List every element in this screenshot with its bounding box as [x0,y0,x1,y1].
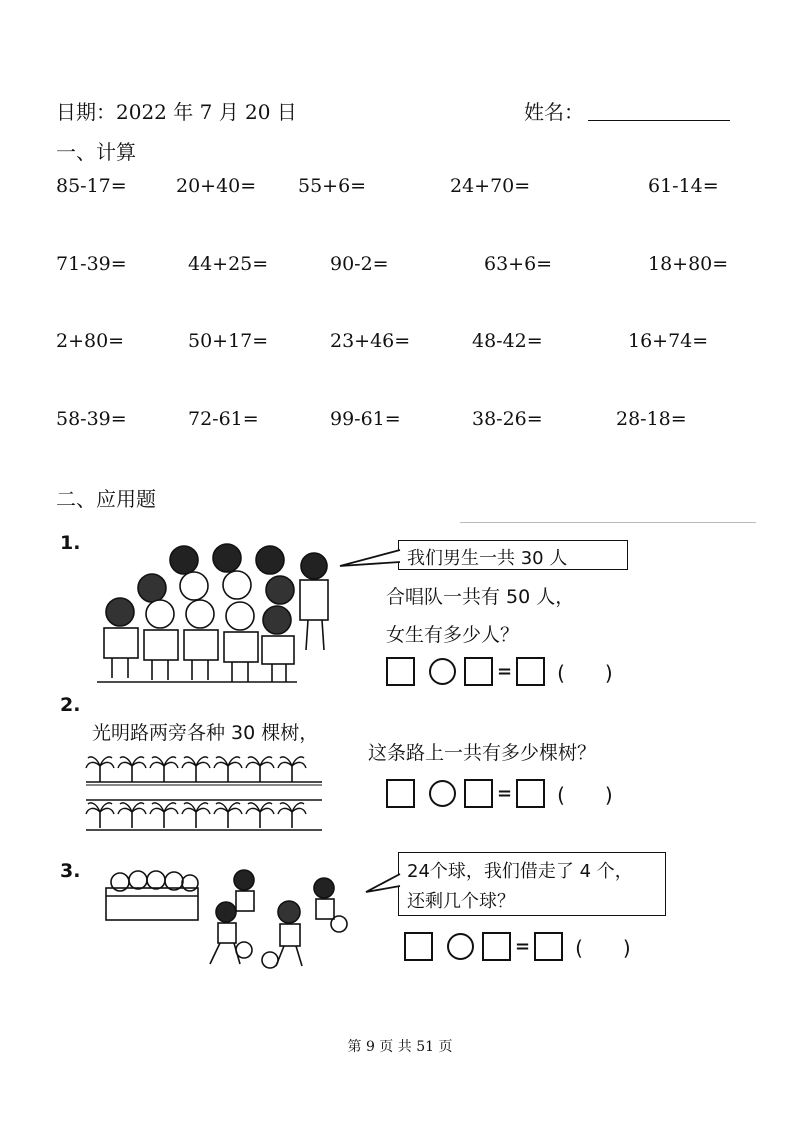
answer-equation [386,657,613,686]
problem-number: 3. [60,860,81,882]
choir-children-illustration [92,540,337,685]
answer-box[interactable] [516,657,545,686]
calc-item: 48-42= [472,330,543,352]
answer-unit-paren[interactable]: ( ) [557,661,613,685]
calc-item: 20+40= [176,175,257,197]
answer-unit-paren[interactable]: ( ) [575,936,631,960]
page-number: 第 9 页 共 51 页 [347,1039,453,1055]
ball-crate-children-illustration [104,866,354,974]
calc-item: 38-26= [472,408,543,430]
bubble-text: 24个球，我们借走了 4 个， [407,861,633,882]
calc-item: 2+80= [56,330,125,352]
answer-box[interactable] [516,779,545,808]
operator-circle[interactable] [447,933,474,960]
answer-box[interactable] [534,932,563,961]
problem-text-line: 合唱队一共有 50 人， [386,586,575,608]
bubble-text: 我们男生一共 30 人 [407,548,568,569]
calc-item: 18+80= [648,253,729,275]
divider-line [460,522,756,523]
calc-item: 16+74= [628,330,709,352]
equals-sign: = [515,936,531,957]
operator-circle[interactable] [429,658,456,685]
speech-bubble-tail [366,872,400,896]
equals-sign: = [497,661,513,682]
speech-bubble [398,852,666,916]
section-title-calculation: 一、计算 [56,140,136,164]
date-label: 日期：2022 年 7 月 20 日 [56,100,297,124]
calc-item: 61-14= [648,175,719,197]
section-title-word-problems: 二、应用题 [56,487,156,511]
problem-number: 2. [60,694,81,716]
name-label: 姓名： [524,100,584,124]
answer-box[interactable] [386,779,415,808]
calc-item: 28-18= [616,408,687,430]
name-input-line[interactable] [588,98,730,121]
calc-item: 23+46= [330,330,411,352]
calc-item: 72-61= [188,408,259,430]
calc-item: 90-2= [330,253,389,275]
calc-item: 24+70= [450,175,531,197]
answer-box[interactable] [386,657,415,686]
calc-item: 55+6= [298,175,367,197]
equals-sign: = [497,783,513,804]
calc-item: 50+17= [188,330,269,352]
operator-circle[interactable] [429,780,456,807]
answer-equation [386,779,613,808]
calc-item: 58-39= [56,408,127,430]
answer-box[interactable] [482,932,511,961]
problem-number: 1. [60,532,81,554]
answer-equation [404,932,631,961]
trees-illustration [86,752,326,834]
problem-text-line: 光明路两旁各种 30 棵树， [92,722,319,744]
calc-item: 63+6= [484,253,553,275]
calc-item: 71-39= [56,253,127,275]
answer-box[interactable] [464,779,493,808]
speech-bubble-tail [340,548,400,570]
bubble-text: 还剩几个球？ [407,891,515,912]
answer-box[interactable] [404,932,433,961]
problem-question: 这条路上一共有多少棵树？ [368,742,597,764]
answer-unit-paren[interactable]: ( ) [557,783,613,807]
calc-item: 44+25= [188,253,269,275]
problem-text-line: 女生有多少人？ [386,624,520,646]
speech-bubble [398,540,628,570]
calc-item: 99-61= [330,408,401,430]
answer-box[interactable] [464,657,493,686]
calc-item: 85-17= [56,175,127,197]
